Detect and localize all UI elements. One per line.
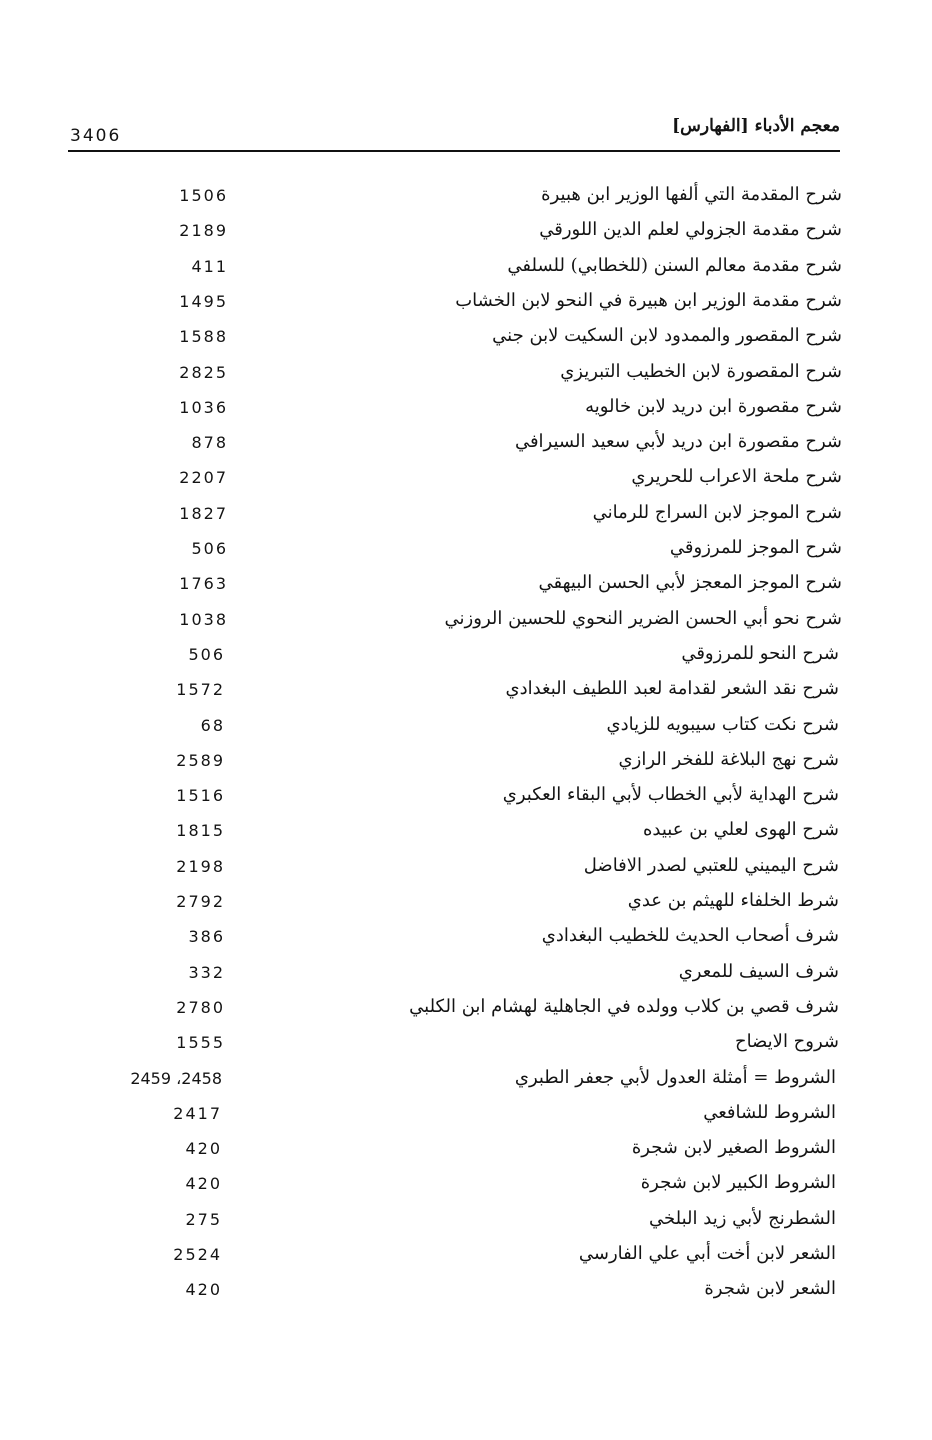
- entry-title: شرح نحو أبي الحسن الضرير النحوي للحسين الروزني: [444, 607, 842, 629]
- index-entry: [0, 606, 932, 641]
- entry-title: الشروط = أمثلة العدول لأبي جعفر الطبري: [514, 1066, 836, 1088]
- entry-title: شرح الموجز لابن السراج للرماني: [592, 501, 842, 523]
- index-entry: [0, 1100, 926, 1135]
- entry-page-number: 420: [185, 1280, 222, 1300]
- entry-title: شرح الهوى لعلي بن عبيده: [642, 819, 839, 841]
- entry-title: شرف قصي بن كلاب وولده في الجاهلية لهشام ابن الكلبي: [409, 995, 839, 1017]
- entry-page-number: 1827: [179, 503, 228, 523]
- entry-page-number: 2458، 2459: [130, 1068, 222, 1088]
- index-entry: [0, 217, 932, 252]
- index-entry: [0, 817, 929, 852]
- entry-title: شرح مقصورة ابن دريد لابن خالويه: [585, 395, 842, 417]
- entry-page-number: 2825: [179, 362, 228, 382]
- entry-page-number: 1555: [176, 1033, 225, 1053]
- entry-page-number: 2589: [176, 750, 225, 770]
- entry-page-number: 2792: [176, 892, 225, 911]
- entry-page-number: 1036: [179, 397, 228, 417]
- entry-page-number: 506: [188, 644, 225, 664]
- entry-title: شرح مقصورة ابن دريد لأبي سعيد السيرافي: [514, 431, 842, 453]
- index-entry: [0, 923, 929, 958]
- entry-title: شرح النحو للمرزوقي: [681, 642, 839, 664]
- index-entry: [0, 747, 929, 782]
- index-entry: [0, 959, 929, 994]
- entry-title: الشروط للشافعي: [703, 1101, 836, 1123]
- index-entry: [0, 712, 929, 747]
- entry-page-number: 275: [185, 1209, 222, 1229]
- index-entry: [0, 1206, 926, 1241]
- entry-page-number: 878: [191, 433, 228, 453]
- index-entry: [0, 323, 932, 358]
- index-entry: [0, 782, 929, 817]
- entry-title: شرح الموجز للمرزوقي: [669, 537, 842, 558]
- entry-title: شروح الايضاح: [734, 1031, 839, 1053]
- entry-title: الشعر لابن شجرة: [704, 1278, 836, 1300]
- entry-title: شرح اليميني للعتبي لصدر الافاضل: [583, 854, 839, 876]
- entry-page-number: 1763: [179, 574, 228, 594]
- entry-title: الشعر لابن أخت أبي علي الفارسي: [578, 1243, 836, 1264]
- entry-title: شرح الهداية لأبي الخطاب لأبي البقاء العكبري: [502, 784, 839, 806]
- entry-title: الشروط الصغير لابن شجرة: [631, 1137, 836, 1159]
- entry-page-number: 1572: [176, 680, 225, 700]
- entry-title: الشطرنج لأبي زيد البلخي: [649, 1207, 836, 1229]
- entry-title: شرف السيف للمعري: [678, 960, 839, 982]
- index-entry: [0, 1276, 926, 1311]
- index-entry: [0, 253, 932, 288]
- entry-page-number: 1815: [176, 821, 225, 841]
- entry-title: شرح مقدمة الوزير ابن هبيرة في النحو لابن الخشاب: [455, 289, 842, 311]
- entry-title: شرح المقدمة التي ألفها الوزير ابن هبيرة: [541, 184, 842, 205]
- entry-title: شرف أصحاب الحديث للخطيب البغدادي: [541, 925, 839, 947]
- entry-page-number: 332: [188, 962, 225, 982]
- entry-title: شرح المقصورة لابن الخطيب التبريزي: [560, 360, 842, 382]
- index-entry: [0, 1135, 926, 1170]
- index-entry: [0, 1029, 929, 1064]
- running-header-title: معجم الأدباء [الفهارس]: [672, 116, 840, 136]
- entry-page-number: 1506: [179, 186, 228, 205]
- page-number: 3406: [70, 126, 122, 146]
- entry-title: شرح مقدمة الجزولي لعلم الدين اللورقي: [539, 219, 842, 241]
- index-entry: [0, 288, 932, 323]
- entry-page-number: 2189: [179, 221, 228, 241]
- entry-page-number: 1038: [179, 609, 228, 629]
- index-entry: [0, 853, 929, 888]
- entry-title: شرح مقدمة معالم السنن (للخطابي) للسلفي: [507, 254, 842, 276]
- entry-title: شرط الخلفاء للهيثم بن عدي: [627, 890, 839, 911]
- index-entry: [0, 676, 929, 711]
- entry-page-number: 2198: [176, 856, 225, 876]
- entry-title: شرح نقد الشعر لقدامة لعبد اللطيف البغدادي: [505, 678, 839, 700]
- entry-page-number: 2524: [173, 1245, 222, 1264]
- index-entry: [0, 570, 932, 605]
- entry-page-number: 68: [200, 715, 225, 735]
- index-entry: [0, 1065, 926, 1100]
- entry-page-number: 420: [185, 1139, 222, 1159]
- index-entry: [0, 429, 932, 464]
- index-entry: [0, 500, 932, 535]
- entry-title: شرح ملحة الاعراب للحريري: [631, 466, 842, 488]
- entry-page-number: 2417: [173, 1103, 222, 1123]
- entry-page-number: 1516: [176, 786, 225, 806]
- entry-title: الشروط الكبير لابن شجرة: [640, 1172, 836, 1194]
- entry-title: شرح نكت كتاب سيبويه للزيادي: [606, 713, 839, 735]
- entry-page-number: 420: [185, 1174, 222, 1194]
- index-entry: [0, 535, 932, 570]
- index-entry: [0, 888, 929, 923]
- index-entry: [0, 394, 932, 429]
- entry-page-number: 411: [191, 256, 228, 276]
- index-entry: [0, 641, 929, 676]
- entry-page-number: 386: [188, 927, 225, 947]
- entry-title: شرح الموجز المعجز لأبي الحسن البيهقي: [538, 572, 842, 594]
- entry-page-number: 1495: [179, 291, 228, 311]
- entry-page-number: 1588: [179, 327, 228, 347]
- entry-page-number: 2207: [179, 468, 228, 488]
- index-entry: [0, 182, 932, 217]
- entry-title: شرح نهج البلاغة للفخر الرازي: [618, 748, 839, 770]
- index-entry: [0, 464, 932, 499]
- entry-page-number: 506: [191, 539, 228, 558]
- index-entry: [0, 1170, 926, 1205]
- entry-title: شرح المقصور والممدود لابن السكيت لابن جني: [492, 325, 842, 347]
- index-entry: [0, 1241, 926, 1276]
- index-entry: [0, 359, 932, 394]
- index-entry: [0, 994, 929, 1029]
- entry-page-number: 2780: [176, 997, 225, 1017]
